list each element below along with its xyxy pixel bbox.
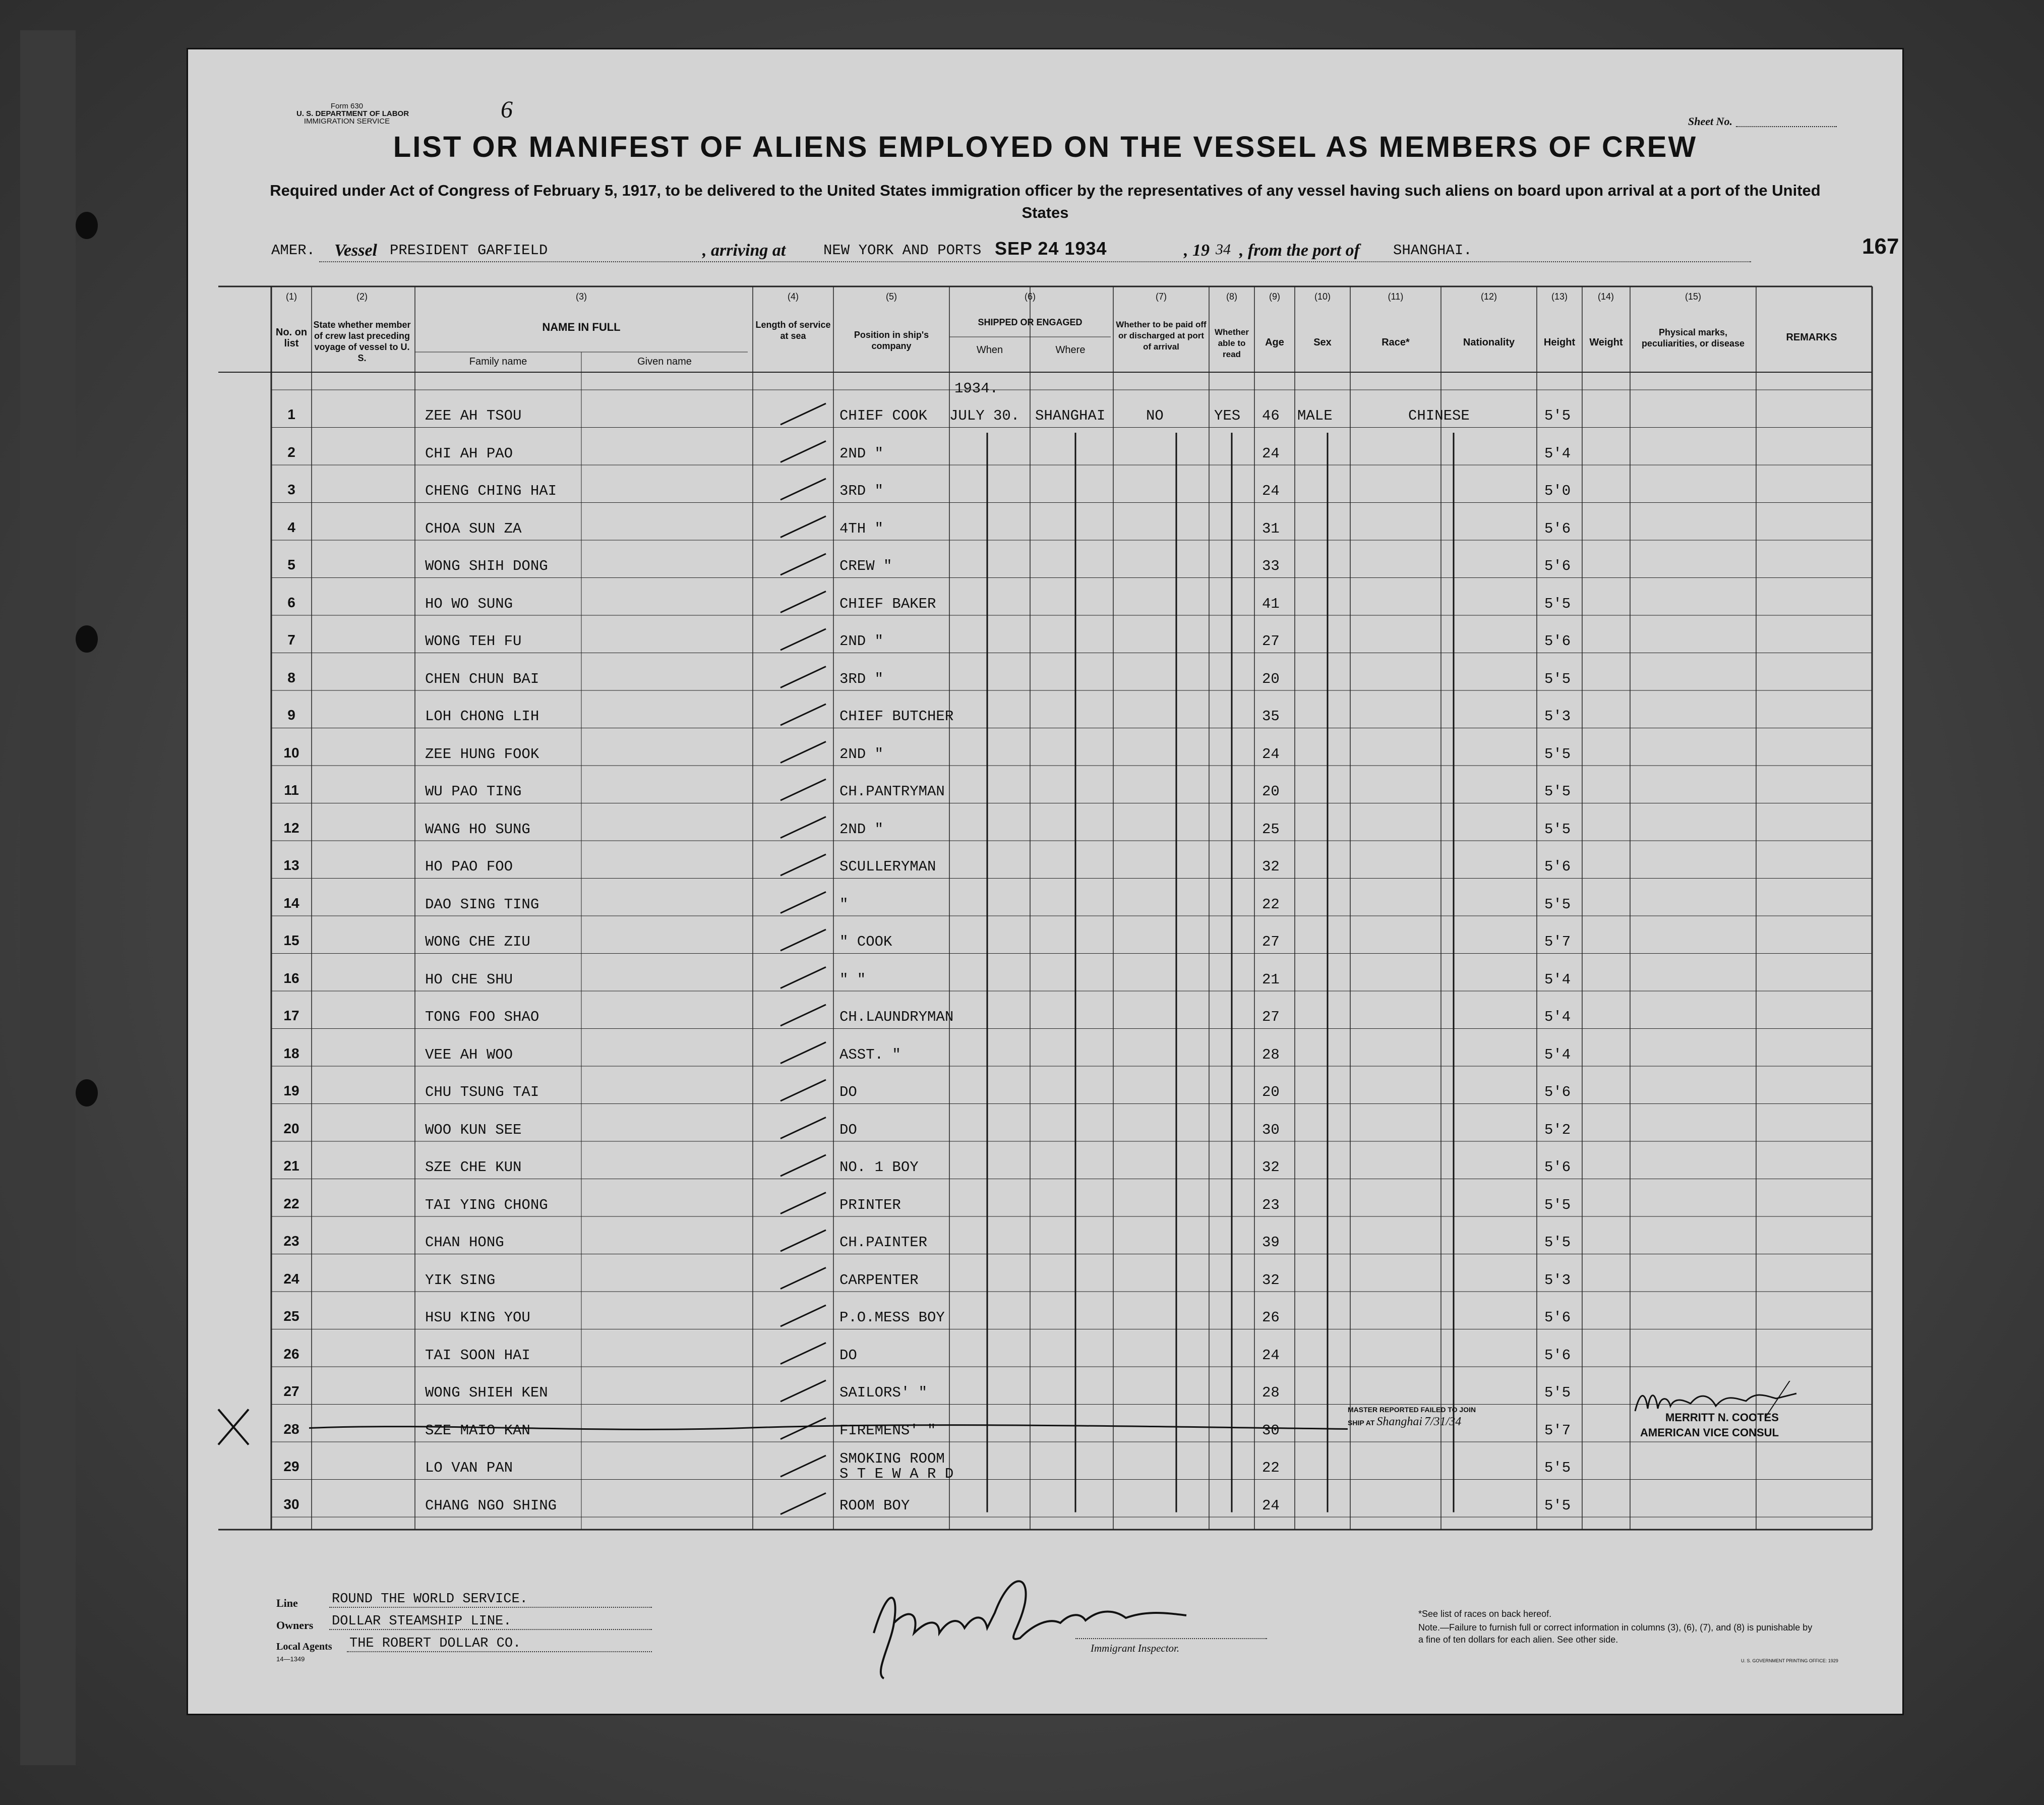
header-physical-marks: Physical marks, peculiarities, or disease — [1641, 327, 1745, 348]
service-check-mark — [780, 441, 826, 462]
service-check-mark — [780, 1005, 826, 1026]
failed-place: Shanghai — [1376, 1415, 1422, 1428]
crew-family-name: HO PAO FOO — [425, 858, 513, 875]
page-title: LIST OR MANIFEST OF ALIENS EMPLOYED ON THE VESSEL AS MEMBERS OF CREW — [393, 131, 1698, 163]
header-age: Age — [1265, 337, 1284, 348]
inspector-rule — [1075, 1638, 1267, 1639]
row-number: 24 — [283, 1270, 299, 1287]
header-given-name: Given name — [637, 356, 692, 367]
printer-line: U. S. GOVERNMENT PRINTING OFFICE: 1929 — [1741, 1658, 1838, 1663]
crew-age: 32 — [1262, 858, 1280, 875]
service-check-mark — [780, 1455, 826, 1477]
crew-height: 5'5 — [1544, 896, 1571, 913]
column-number: (1) — [286, 292, 297, 302]
crew-height: 5'7 — [1544, 934, 1571, 950]
row-number: 2 — [287, 444, 295, 460]
column-number: (10) — [1314, 292, 1331, 302]
crew-family-name: CHEN CHUN BAI — [425, 670, 539, 687]
crew-family-name: HO CHE SHU — [425, 971, 513, 988]
stamp-mark: 6 — [501, 96, 513, 123]
footer-line-label: Line — [276, 1597, 298, 1609]
crew-position: CREW " — [839, 558, 892, 574]
crew-height: 5'5 — [1544, 783, 1571, 800]
sheet-no-field — [1736, 126, 1837, 127]
crew-height: 5'4 — [1544, 1009, 1571, 1025]
service-name: IMMIGRATION SERVICE — [304, 117, 390, 126]
crew-family-name: CHAN HONG — [425, 1234, 504, 1251]
from-port-label: , from the port of — [1239, 241, 1360, 260]
crew-position: ASST. " — [839, 1046, 901, 1063]
crew-sex: MALE — [1297, 407, 1333, 424]
column-number: (14) — [1597, 292, 1614, 302]
footer-line-rule — [329, 1607, 652, 1608]
service-check-mark — [780, 554, 826, 575]
row-number: 7 — [287, 632, 295, 648]
crew-position: SAILORS' " — [839, 1384, 928, 1401]
crew-age: 20 — [1262, 670, 1280, 687]
crew-height: 5'6 — [1544, 520, 1571, 537]
header-length-service: Length of service at sea — [755, 320, 831, 341]
crew-position: 2ND " — [839, 821, 884, 838]
page-number: 167 — [1862, 234, 1899, 259]
crew-family-name: TAI SOON HAI — [425, 1347, 530, 1364]
crew-age: 27 — [1262, 633, 1280, 650]
column-number: (9) — [1269, 292, 1280, 302]
header-paid-off: Whether to be paid off or discharged at port of arrival — [1116, 320, 1207, 352]
crew-height: 5'6 — [1544, 1309, 1571, 1326]
row-number: 14 — [283, 895, 299, 911]
service-check-mark — [780, 403, 826, 425]
punch-hole — [76, 625, 98, 653]
crew-age: 31 — [1262, 520, 1280, 537]
column-number: (13) — [1551, 292, 1568, 302]
crew-position: P.O.MESS BOY — [839, 1309, 945, 1326]
header-nationality: Nationality — [1463, 337, 1515, 348]
crew-age: 24 — [1262, 483, 1280, 499]
service-check-mark — [780, 1305, 826, 1326]
crew-age: 25 — [1262, 821, 1280, 838]
service-check-mark — [780, 742, 826, 763]
x-mark — [218, 1410, 249, 1445]
service-check-mark — [780, 1193, 826, 1214]
column-number: (4) — [788, 292, 799, 302]
crew-position: " — [839, 896, 849, 913]
crew-family-name: HO WO SUNG — [425, 595, 513, 612]
failed-date: 7/31/34 — [1424, 1415, 1462, 1428]
shipped-where: SHANGHAI — [1035, 407, 1106, 424]
footer-owners-label: Owners — [276, 1619, 314, 1632]
crew-position: CARPENTER — [839, 1271, 919, 1289]
service-check-mark — [780, 629, 826, 650]
row-number: 26 — [283, 1346, 299, 1362]
row-number: 5 — [287, 557, 295, 572]
failed-note-line1: MASTER REPORTED FAILED TO JOIN — [1348, 1406, 1476, 1414]
crew-family-name: ZEE AH TSOU — [425, 407, 522, 424]
crew-position: CH.PAINTER — [839, 1234, 928, 1251]
crew-family-name: SZE CHE KUN — [425, 1159, 522, 1176]
header-when: When — [976, 344, 1003, 356]
row-number: 23 — [283, 1233, 299, 1249]
crew-position: NO. 1 BOY — [839, 1159, 919, 1176]
crew-age: 24 — [1262, 1347, 1280, 1364]
service-check-mark — [780, 892, 826, 913]
crew-family-name: YIK SING — [425, 1271, 496, 1289]
service-check-mark — [780, 479, 826, 500]
column-number: (5) — [886, 292, 897, 302]
consul-name: MERRITT N. COOTES — [1665, 1411, 1779, 1424]
crew-position: 2ND " — [839, 445, 884, 462]
service-check-mark — [780, 1493, 826, 1515]
header-race: Race* — [1381, 337, 1410, 348]
crew-age: 33 — [1262, 558, 1280, 574]
crew-family-name: LOH CHONG LIH — [425, 708, 539, 725]
crew-height: 5'6 — [1544, 1347, 1571, 1364]
crew-age: 30 — [1262, 1422, 1280, 1439]
crew-height: 5'5 — [1544, 821, 1571, 838]
crew-age: 46 — [1262, 407, 1280, 424]
service-check-mark — [780, 1380, 826, 1402]
service-check-mark — [780, 592, 826, 613]
page-subtitle: Required under Act of Congress of February 5, 1917, to be delivered to the United States immigration officer by the representatives of any vessel having such aliens on board upon arrival at a port of the United States — [270, 182, 1821, 221]
crew-position: ROOM BOY — [839, 1497, 910, 1514]
header-family-name: Family name — [469, 356, 527, 367]
crew-position: SMOKING ROOM — [839, 1450, 945, 1467]
crew-family-name: SZE MAIO KAN — [425, 1422, 530, 1439]
row-number: 12 — [283, 820, 299, 836]
year-prefix: , 19 — [1184, 241, 1210, 260]
crew-age: 20 — [1262, 783, 1280, 800]
row-number: 18 — [283, 1045, 299, 1061]
crew-position: 3RD " — [839, 483, 884, 499]
sheet-no-label: Sheet No. — [1688, 115, 1732, 128]
crew-height: 5'6 — [1544, 633, 1571, 650]
row-number: 20 — [283, 1120, 299, 1136]
crew-age: 28 — [1262, 1046, 1280, 1063]
manifest-sheet — [187, 48, 1904, 1715]
crew-age: 39 — [1262, 1234, 1280, 1251]
service-check-mark — [780, 1343, 826, 1364]
crew-age: 27 — [1262, 1009, 1280, 1025]
footer-agents-label: Local Agents — [276, 1641, 332, 1652]
row-number: 1 — [287, 406, 295, 422]
binding-edge — [20, 30, 76, 1765]
service-check-mark — [780, 1042, 826, 1064]
footer-owners-value: DOLLAR STEAMSHIP LINE. — [332, 1614, 512, 1629]
service-check-mark — [780, 929, 826, 951]
crew-position: " " — [839, 971, 866, 988]
crew-height: 5'4 — [1544, 971, 1571, 988]
crew-position: DO — [839, 1084, 857, 1100]
service-check-mark — [780, 1418, 826, 1439]
crew-height: 5'5 — [1544, 670, 1571, 687]
crew-height: 5'5 — [1544, 595, 1571, 612]
crew-height: 5'6 — [1544, 558, 1571, 574]
crew-position: CHIEF COOK — [839, 407, 928, 424]
crew-family-name: HSU KING YOU — [425, 1309, 530, 1326]
header-position: Position in ship's company — [854, 330, 929, 351]
header-state-member: State whether member of crew last preceding voyage of vessel to U. S. — [313, 320, 411, 363]
crew-age: 20 — [1262, 1084, 1280, 1100]
crew-age: 32 — [1262, 1159, 1280, 1176]
engagement-year: 1934. — [954, 380, 999, 397]
crew-height: 5'4 — [1544, 1046, 1571, 1063]
crew-height: 5'6 — [1544, 1084, 1571, 1100]
header-name-in-full: NAME IN FULL — [542, 321, 621, 333]
column-number: (11) — [1388, 292, 1404, 302]
able-to-read: YES — [1214, 407, 1241, 424]
row-number: 19 — [283, 1083, 299, 1098]
service-check-mark — [780, 1268, 826, 1289]
crew-age: 27 — [1262, 934, 1280, 950]
footer-form-code: 14—1349 — [276, 1655, 305, 1663]
inspector-signature — [844, 1562, 1196, 1683]
column-number: (8) — [1226, 292, 1237, 302]
consul-title: AMERICAN VICE CONSUL — [1640, 1426, 1779, 1439]
header-shipped-engaged: SHIPPED OR ENGAGED — [978, 317, 1083, 327]
crew-height: 5'6 — [1544, 858, 1571, 875]
paid-off: NO — [1146, 407, 1164, 424]
crew-position: SCULLERYMAN — [839, 858, 936, 875]
row-number: 3 — [287, 482, 295, 497]
crew-position: CHIEF BUTCHER — [839, 708, 954, 725]
crew-position: 3RD " — [839, 670, 884, 687]
failed-to-join-note — [1348, 1404, 1476, 1429]
crew-position: 2ND " — [839, 745, 884, 763]
crew-position: FIREMENS' " — [839, 1422, 936, 1439]
voyage-underline — [319, 261, 1751, 262]
crew-position: " COOK — [839, 934, 892, 950]
crew-height: 5'5 — [1544, 1196, 1571, 1213]
row-number: 29 — [283, 1459, 299, 1474]
header-remarks: REMARKS — [1786, 332, 1837, 343]
crew-family-name: WOO KUN SEE — [425, 1121, 522, 1138]
punch-hole — [76, 212, 98, 239]
crew-position: DO — [839, 1347, 857, 1364]
service-check-mark — [780, 516, 826, 538]
departure-port: SHANGHAI. — [1393, 242, 1472, 259]
service-check-mark — [780, 779, 826, 800]
arrival-port: NEW YORK AND PORTS — [823, 242, 982, 259]
crew-family-name: WONG TEH FU — [425, 633, 522, 650]
crew-family-name: WU PAO TING — [425, 783, 522, 800]
row-number: 22 — [283, 1195, 299, 1211]
crew-height: 5'4 — [1544, 445, 1571, 462]
crew-height: 5'2 — [1544, 1121, 1571, 1138]
crew-age: 24 — [1262, 1497, 1280, 1514]
crew-height: 5'7 — [1544, 1422, 1571, 1439]
crew-age: 30 — [1262, 1121, 1280, 1138]
header-sex: Sex — [1313, 337, 1332, 348]
service-check-mark — [780, 817, 826, 838]
service-check-mark — [780, 704, 826, 725]
service-check-mark — [780, 854, 826, 876]
crew-age: 24 — [1262, 745, 1280, 763]
row-number: 8 — [287, 669, 295, 685]
crew-height: 5'0 — [1544, 483, 1571, 499]
footer-line-value: ROUND THE WORLD SERVICE. — [332, 1592, 528, 1607]
row-number: 17 — [283, 1008, 299, 1023]
failed-note-line2: SHIP AT Shanghai 7/31/34 — [1348, 1415, 1462, 1428]
punch-hole — [76, 1079, 98, 1107]
crew-family-name: CHI AH PAO — [425, 445, 513, 462]
crew-height: 5'3 — [1544, 708, 1571, 725]
crew-position: 4TH " — [839, 520, 884, 537]
crew-position: DO — [839, 1121, 857, 1138]
row-number: 6 — [287, 594, 295, 610]
shipped-when: JULY 30. — [949, 407, 1020, 424]
row-number: 27 — [283, 1383, 299, 1399]
crew-family-name: WONG SHIH DONG — [425, 558, 548, 574]
crew-family-name: CHENG CHING HAI — [425, 483, 557, 499]
crew-height: 5'5 — [1544, 1234, 1571, 1251]
service-check-mark — [780, 667, 826, 688]
inspector-label: Immigrant Inspector. — [1091, 1642, 1180, 1654]
crew-family-name: CHOA SUN ZA — [425, 520, 522, 537]
row-number: 13 — [283, 857, 299, 873]
column-number: (6) — [1025, 292, 1036, 302]
crew-age: 26 — [1262, 1309, 1280, 1326]
footer-agents-value: THE ROBERT DOLLAR CO. — [349, 1636, 521, 1651]
crew-height: 5'5 — [1544, 1384, 1571, 1401]
row-number: 30 — [283, 1496, 299, 1512]
crew-family-name: ZEE HUNG FOOK — [425, 745, 539, 763]
column-number: (3) — [576, 292, 587, 302]
crew-age: 24 — [1262, 445, 1280, 462]
crew-age: 22 — [1262, 896, 1280, 913]
crew-family-name: CHANG NGO SHING — [425, 1497, 557, 1514]
arrival-year: 34 — [1216, 241, 1231, 258]
crew-height: 5'3 — [1544, 1271, 1571, 1289]
row-number: 21 — [283, 1158, 299, 1174]
crew-age: 41 — [1262, 595, 1280, 612]
form-number: Form 630 — [330, 102, 364, 110]
crew-family-name: WANG HO SUNG — [425, 821, 530, 838]
arriving-label: , arriving at — [702, 241, 786, 260]
service-check-mark — [780, 967, 826, 988]
crew-height: 5'5 — [1544, 407, 1571, 424]
crew-position: PRINTER — [839, 1196, 901, 1213]
crew-position: CH.LAUNDRYMAN — [839, 1009, 954, 1025]
row-number: 4 — [287, 519, 295, 535]
service-check-mark — [780, 1080, 826, 1101]
crew-age: 23 — [1262, 1196, 1280, 1213]
row-number: 25 — [283, 1308, 299, 1324]
row-number: 9 — [287, 707, 295, 723]
crew-age: 21 — [1262, 971, 1280, 988]
header-no-on-list: No. on list — [275, 327, 308, 349]
crew-nationality: CHINESE — [1408, 407, 1470, 424]
vessel-flag: AMER. — [271, 242, 316, 259]
department-name: U. S. DEPARTMENT OF LABOR — [296, 109, 409, 118]
crew-family-name: WONG SHIEH KEN — [425, 1384, 548, 1401]
crew-age: 22 — [1262, 1460, 1280, 1476]
column-number: (15) — [1685, 292, 1701, 302]
crew-position-line2: S T E W A R D — [839, 1466, 954, 1482]
row-number: 15 — [283, 933, 299, 948]
row-number: 10 — [283, 744, 299, 761]
crew-position: CH.PANTRYMAN — [839, 783, 945, 800]
crew-family-name: LO VAN PAN — [425, 1460, 513, 1476]
crew-height: 5'5 — [1544, 1460, 1571, 1476]
vessel-label: Vessel — [334, 241, 377, 260]
row-number: 28 — [283, 1421, 299, 1437]
footer-owners-rule — [329, 1629, 652, 1630]
crew-position: CHIEF BAKER — [839, 595, 936, 612]
footer-agents-rule — [347, 1651, 652, 1652]
crew-family-name: VEE AH WOO — [425, 1046, 513, 1063]
column-number: (2) — [356, 292, 368, 302]
column-number: (12) — [1480, 292, 1497, 302]
crew-height: 5'5 — [1544, 745, 1571, 763]
service-check-mark — [780, 1118, 826, 1139]
crew-height: 5'6 — [1544, 1159, 1571, 1176]
header-height: Height — [1543, 337, 1576, 348]
header-weight: Weight — [1589, 337, 1623, 348]
column-number: (7) — [1156, 292, 1167, 302]
crew-height: 5'5 — [1544, 1497, 1571, 1514]
crew-family-name: DAO SING TING — [425, 896, 539, 913]
header-able-read: Whether able to read — [1215, 327, 1249, 359]
service-check-mark — [780, 1155, 826, 1176]
header-where: Where — [1055, 344, 1086, 356]
row-number: 11 — [284, 782, 299, 798]
crew-family-name: TAI YING CHONG — [425, 1196, 548, 1213]
crew-position: 2ND " — [839, 633, 884, 650]
crew-age: 28 — [1262, 1384, 1280, 1401]
penalty-note: Note.—Failure to furnish full or correct information in columns (3), (6), (7), and (8) is punishable by a fine of ten dollars for each alien. See other side. — [1418, 1622, 1813, 1645]
crew-family-name: WONG CHE ZIU — [425, 934, 530, 950]
form-id-block — [296, 102, 409, 126]
arrival-date-stamp: SEP 24 1934 — [995, 238, 1107, 259]
vessel-name: PRESIDENT GARFIELD — [390, 242, 548, 259]
race-note: *See list of races on back hereof. — [1418, 1609, 1552, 1619]
crew-family-name: CHU TSUNG TAI — [425, 1084, 539, 1100]
row-number: 16 — [283, 970, 299, 986]
crew-age: 35 — [1262, 708, 1280, 725]
service-check-mark — [780, 1230, 826, 1251]
crew-age: 32 — [1262, 1271, 1280, 1289]
crew-family-name: TONG FOO SHAO — [425, 1009, 539, 1025]
